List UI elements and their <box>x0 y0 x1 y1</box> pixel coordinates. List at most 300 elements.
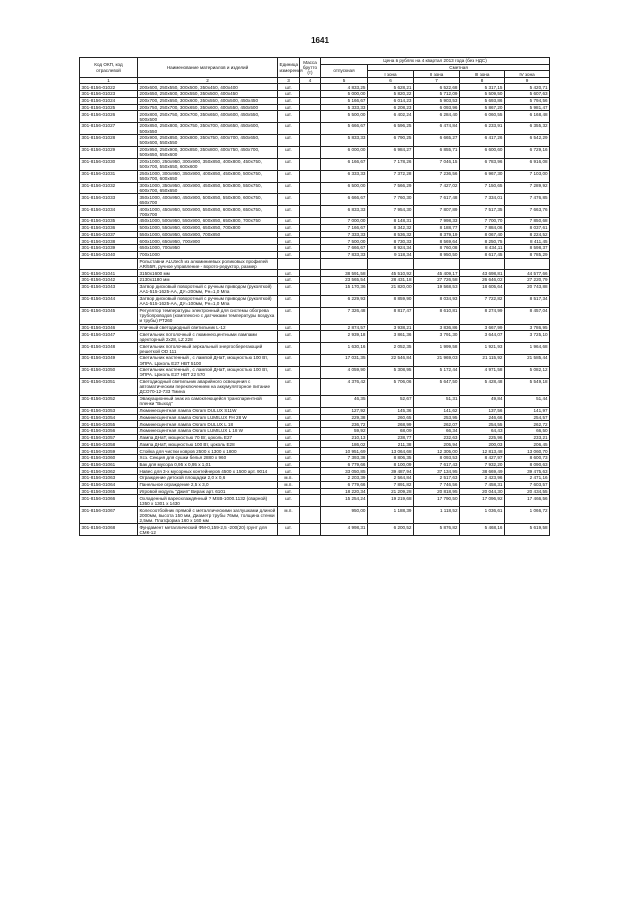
cell-wholesale-price: 46,35 <box>321 395 368 407</box>
cell-wholesale-price: 38 591,58 <box>321 270 368 277</box>
cell-zone-4-price: 8 785,29 <box>505 251 550 258</box>
cell-zone-3-price: 7 932,20 <box>460 461 505 468</box>
cell-code: 301-8156-01053 <box>80 407 138 414</box>
cell-zone-1-price: 5 308,95 <box>368 367 414 379</box>
cell-mass <box>300 378 321 395</box>
cell-code: 301-8156-01061 <box>80 461 138 468</box>
cell-zone-4-price: 262,72 <box>505 421 550 428</box>
cell-wholesale-price: 17 031,35 <box>321 355 368 367</box>
cell-wholesale-price: 6 833,33 <box>321 206 368 218</box>
cell-code: 301-8156-01049 <box>80 355 138 367</box>
cell-code: 301-8156-01068 <box>80 524 138 536</box>
cell-mass <box>300 194 321 206</box>
cell-zone-2-price: 7 427,02 <box>414 182 460 194</box>
cell-wholesale-price: 186,02 <box>321 441 368 448</box>
cell-zone-2-price: 51,31 <box>414 395 460 407</box>
cell-name: Стойка для чистки ковров 2500 х 1300 х 1800 <box>138 448 278 455</box>
cell-zone-2-price: 7 236,56 <box>414 170 460 182</box>
cell-zone-4-price: 1 066,72 <box>505 507 550 524</box>
cell-zone-1-price: 6 402,24 <box>368 111 414 123</box>
column-index: 8 <box>460 78 505 84</box>
cell-zone-1-price: 8 817,47 <box>368 307 414 324</box>
cell-unit: шт. <box>278 495 300 507</box>
cell-unit: шт. <box>278 488 300 495</box>
cell-zone-1-price: 6 596,25 <box>368 123 414 135</box>
cell-zone-4-price: 233,21 <box>505 434 550 441</box>
cell-zone-2-price: 6 284,40 <box>414 111 460 123</box>
table-row <box>80 158 550 170</box>
table-row <box>80 206 550 218</box>
cell-mass <box>300 283 321 295</box>
cell-zone-4-price: 51,44 <box>505 395 550 407</box>
cell-zone-3-price: 1 036,61 <box>460 507 505 524</box>
table-row <box>80 495 550 507</box>
cell-mass <box>300 407 321 414</box>
cell-wholesale-price: 4 376,42 <box>321 378 368 395</box>
cell-zone-1-price: 2 564,84 <box>368 475 414 482</box>
header-name: Наименование материалов и изделий <box>138 58 278 78</box>
cell-wholesale-price: 7 333,33 <box>321 231 368 238</box>
cell-unit: шт. <box>278 135 300 147</box>
cell-name: Хсз. Секция для сушки белья 2880 х 960 <box>138 454 278 461</box>
cell-code: 301-8156-01052 <box>80 395 138 407</box>
cell-code: 301-8156-01066 <box>80 495 138 507</box>
cell-mass <box>300 111 321 123</box>
cell-unit: шт. <box>278 378 300 395</box>
cell-zone-3-price: 7 700,70 <box>460 218 505 225</box>
cell-zone-1-price: 6 790,25 <box>368 135 414 147</box>
cell-code: 301-8156-01044 <box>80 295 138 307</box>
cell-zone-4-price: 7 476,85 <box>505 194 550 206</box>
cell-zone-3-price: 7 334,01 <box>460 194 505 206</box>
cell-name: Люминесцентная лампа Osram LUMILUX FH 28 W <box>138 414 278 421</box>
cell-zone-3-price: 4 971,58 <box>460 367 505 379</box>
cell-zone-1-price: 260,65 <box>368 414 414 421</box>
cell-zone-4-price: 17 466,56 <box>505 495 550 507</box>
cell-code: 301-8156-01040 <box>80 251 138 258</box>
cell-zone-2-price: 8 760,08 <box>414 245 460 252</box>
cell-wholesale-price: 6 000,00 <box>321 146 368 158</box>
cell-zone-4-price: 39 475,63 <box>505 468 550 475</box>
cell-code: 301-8156-01048 <box>80 343 138 355</box>
cell-wholesale-price: 6 779,66 <box>321 481 368 488</box>
cell-unit: шт. <box>278 123 300 135</box>
cell-mass <box>300 158 321 170</box>
cell-zone-2-price: 6 665,27 <box>414 135 460 147</box>
cell-unit: шт. <box>278 194 300 206</box>
cell-wholesale-price: 4 998,31 <box>321 524 368 536</box>
cell-name: 200х950, 250х900, 300х850, 350х800, 400х750, 450х700, 500х650, 550х600 <box>138 146 278 158</box>
cell-name: 250х1000, 300х950, 350х900, 400х850, 450х800, 500х750, 550х700, 600х650 <box>138 170 278 182</box>
cell-name: Светильник настенный , с лампой ДНаТ, мощностью 100 Вт, ЭПРА. Цоколь Е27 НВТ 22 570 <box>138 367 278 379</box>
cell-zone-2-price: 8 093,53 <box>414 454 460 461</box>
cell-name: 200х900, 250х850, 300х800, 350х750, 400х700, 450х650, 500х600, 550х550 <box>138 135 278 147</box>
cell-zone-4-price: 8 037,61 <box>505 224 550 231</box>
cell-wholesale-price: 7 500,00 <box>321 238 368 245</box>
table-row <box>80 395 550 407</box>
cell-code: 301-8156-01058 <box>80 441 138 448</box>
cell-zone-1-price: 5 628,21 <box>368 84 414 91</box>
column-index: 5 <box>321 78 368 84</box>
cell-code: 301-8156-01056 <box>80 428 138 435</box>
table-row <box>80 475 550 482</box>
cell-name: Панельное ограждение 2,5 х 3,0 <box>138 481 278 488</box>
cell-mass <box>300 434 321 441</box>
cell-zone-4-price: 8 411,45 <box>505 238 550 245</box>
cell-zone-3-price: 254,55 <box>460 421 505 428</box>
cell-name: Затвор дисковый поворотный с ручным приводом (рукояткой) АА1-515-1625-АА, ДУ=100мм, Рн=1,0 Мпа <box>138 295 278 307</box>
cell-zone-2-price: 8 034,93 <box>414 295 460 307</box>
cell-wholesale-price: 10 951,69 <box>321 448 368 455</box>
cell-name: Игровой модуль "Джип" Вираж арт. 6101 <box>138 488 278 495</box>
cell-wholesale-price: 127,92 <box>321 407 368 414</box>
cell-zone-3-price: 18 605,64 <box>460 283 505 295</box>
cell-zone-4-price: 8 090,63 <box>505 461 550 468</box>
cell-code: 301-8156-01054 <box>80 414 138 421</box>
cell-zone-4-price: 20 434,55 <box>505 488 550 495</box>
table-row <box>80 91 550 98</box>
cell-unit: шт. <box>278 91 300 98</box>
cell-name: Светильник настенный , с лампой ДНаТ, мощностью 100 Вт, ЭПРА. Цоколь Е27 НВТ 5100 <box>138 355 278 367</box>
cell-zone-3-price: 8 274,99 <box>460 307 505 324</box>
cell-unit: шт. <box>278 170 300 182</box>
cell-mass <box>300 277 321 284</box>
table-row <box>80 238 550 245</box>
cell-zone-3-price: 64,43 <box>460 428 505 435</box>
cell-name: Бак для мусора 0,95 х 0,95 х 1,01 <box>138 461 278 468</box>
cell-zone-2-price: 8 610,81 <box>414 307 460 324</box>
cell-zone-1-price: 21 209,28 <box>368 488 414 495</box>
cell-zone-4-price: 8 224,52 <box>505 231 550 238</box>
cell-wholesale-price: 5 166,67 <box>321 97 368 104</box>
cell-name: Уличный светодиодный светильник L-12 <box>138 324 278 331</box>
cell-code: 301-8156-01063 <box>80 475 138 482</box>
cell-unit: шт. <box>278 251 300 258</box>
cell-code: 301-8156-01057 <box>80 434 138 441</box>
header-wholesale: отпускная <box>321 64 368 77</box>
table-row <box>80 355 550 367</box>
cell-zone-3-price: 5 468,16 <box>460 524 505 536</box>
cell-zone-2-price: 27 726,58 <box>414 277 460 284</box>
header-code: Код ОКП, код отраслевой <box>80 58 138 78</box>
cell-mass <box>300 123 321 135</box>
cell-unit: шт. <box>278 283 300 295</box>
cell-unit: шт. <box>278 158 300 170</box>
cell-unit: шт. <box>278 441 300 448</box>
cell-mass <box>300 295 321 307</box>
table-row <box>80 343 550 355</box>
cell-name: Лампа ДНаТ, мощностью 100 Вт, цоколь Е28 <box>138 441 278 448</box>
cell-zone-4-price: 7 603,57 <box>505 481 550 488</box>
cell-name: 450х1000, 500х950, 550х900, 600х850, 650х800, 700х750 <box>138 218 278 225</box>
cell-name: 200х600, 250х550, 300х500, 350х450, 400х400 <box>138 84 278 91</box>
cell-name: Светильник потолочный с люминесцентными лампами эдекторный 2х28, LZ 228 <box>138 331 278 343</box>
table-row <box>80 461 550 468</box>
cell-zone-4-price: 5 981,47 <box>505 104 550 111</box>
cell-zone-1-price: 8 806,35 <box>368 454 414 461</box>
cell-zone-2-price: 5 172,44 <box>414 367 460 379</box>
table-row <box>80 231 550 238</box>
table-row <box>80 270 550 277</box>
cell-zone-1-price: 145,36 <box>368 407 414 414</box>
cell-code: 301-8156-01028 <box>80 135 138 147</box>
cell-zone-3-price: 21 115,92 <box>460 355 505 367</box>
cell-zone-3-price: 8 434,11 <box>460 245 505 252</box>
cell-name: Затвор дисковый поворотный с ручным приводом (рукояткой) АА1-515-1625-АА, ДУ=200мм, Рн=1,0 Мпа <box>138 283 278 295</box>
cell-zone-3-price: 6 600,60 <box>460 146 505 158</box>
cell-zone-3-price: 5 317,15 <box>460 84 505 91</box>
cell-zone-3-price: 6 060,55 <box>460 111 505 123</box>
cell-mass <box>300 507 321 524</box>
cell-wholesale-price: 7 166,67 <box>321 224 368 231</box>
cell-code: 301-8156-01064 <box>80 481 138 488</box>
cell-wholesale-price: 5 000,00 <box>321 91 368 98</box>
cell-name: Светильник потолочный зеркальный энергосберегающий решеткой OD 111 <box>138 343 278 355</box>
cell-zone-3-price: 7 150,65 <box>460 182 505 194</box>
cell-code: 301-8156-01050 <box>80 367 138 379</box>
cell-name: Светодиодный светильник аварийного освещения с автоматическим переключением на аккумуляторное питание ДСО70-12-733 Тмина <box>138 378 278 395</box>
cell-wholesale-price: 2 203,39 <box>321 475 368 482</box>
cell-zone-1-price: 3 861,36 <box>368 331 414 343</box>
table-row <box>80 97 550 104</box>
cell-zone-3-price: 5 428,48 <box>460 378 505 395</box>
cell-unit: шт. <box>278 461 300 468</box>
cell-zone-4-price: 20 743,88 <box>505 283 550 295</box>
cell-name: 200х850, 250х800, 300х750, 350х700, 400х650, 450х600, 500х550 <box>138 123 278 135</box>
cell-code: 301-8156-01032 <box>80 182 138 194</box>
cell-name: 200х1000, 250х950, 300х900, 350х850, 400х800, 450х750, 500х700, 550х650, 600х600 <box>138 158 278 170</box>
table-row <box>80 224 550 231</box>
cell-zone-1-price: 7 954,30 <box>368 206 414 218</box>
cell-unit: шт. <box>278 104 300 111</box>
cell-wholesale-price: 5 500,00 <box>321 111 368 123</box>
cell-zone-2-price: 262,07 <box>414 421 460 428</box>
cell-mass <box>300 343 321 355</box>
cell-name: Люминесцентная лампа Osram DULUX L 18 <box>138 421 278 428</box>
cell-mass <box>300 367 321 379</box>
cell-unit: шт. <box>278 343 300 355</box>
cell-zone-3-price: 5 867,20 <box>460 104 505 111</box>
cell-zone-3-price: 49,84 <box>460 395 505 407</box>
cell-zone-1-price: 8 730,33 <box>368 238 414 245</box>
table-row <box>80 428 550 435</box>
cell-name: 3150х1600 мм <box>138 270 278 277</box>
cell-unit: м.п. <box>278 507 300 524</box>
cell-mass <box>300 454 321 461</box>
cell-zone-2-price: 8 950,50 <box>414 251 460 258</box>
cell-zone-1-price: 22 546,84 <box>368 355 414 367</box>
column-index: 4 <box>300 78 321 84</box>
cell-zone-1-price: 6 200,52 <box>368 524 414 536</box>
header-price-group: Цена в рублях на 4 квартал 2013 года (без НДС) <box>321 58 550 65</box>
cell-zone-4-price: 21 585,44 <box>505 355 550 367</box>
cell-zone-1-price: 7 178,26 <box>368 158 414 170</box>
header-estimate: Сметная <box>368 64 550 71</box>
cell-wholesale-price <box>321 258 368 270</box>
cell-mass <box>300 258 321 270</box>
table-row <box>80 448 550 455</box>
cell-zone-3-price: 5 509,50 <box>460 91 505 98</box>
cell-mass <box>300 331 321 343</box>
cell-zone-4-price: 66,50 <box>505 428 550 435</box>
cell-mass <box>300 324 321 331</box>
cell-code: 301-8156-01047 <box>80 331 138 343</box>
cell-name: Навес для 3-х мусорных контейнеров 4500 х 1500 арт. 9014 <box>138 468 278 475</box>
cell-unit: шт. <box>278 307 300 324</box>
cell-mass <box>300 146 321 158</box>
cell-unit: шт. <box>278 414 300 421</box>
cell-zone-4-price: 5 794,56 <box>505 97 550 104</box>
cell-zone-2-price: 1 999,58 <box>414 343 460 355</box>
cell-zone-3-price: 8 067,40 <box>460 231 505 238</box>
cell-code: 301-8156-01062 <box>80 468 138 475</box>
cell-unit: шт. <box>278 97 300 104</box>
cell-unit: шт. <box>278 434 300 441</box>
cell-zone-2-price: 3 836,86 <box>414 324 460 331</box>
cell-zone-3-price: 3 667,99 <box>460 324 505 331</box>
cell-zone-4-price: 7 289,92 <box>505 182 550 194</box>
cell-mass <box>300 97 321 104</box>
cell-wholesale-price: 210,13 <box>321 434 368 441</box>
column-index: 2 <box>138 78 278 84</box>
page-number: 1641 <box>311 36 329 45</box>
cell-zone-4-price: 5 082,12 <box>505 367 550 379</box>
cell-zone-1-price: 3 938,21 <box>368 324 414 331</box>
cell-mass <box>300 524 321 536</box>
cell-code: 301-8156-01025 <box>80 104 138 111</box>
cell-zone-2-price: 5 876,82 <box>414 524 460 536</box>
cell-zone-2-price: 8 379,19 <box>414 231 460 238</box>
cell-zone-3-price: 3 644,07 <box>460 331 505 343</box>
cell-zone-1-price: 8 100,09 <box>368 461 414 468</box>
cell-zone-4-price: 7 663,76 <box>505 206 550 218</box>
cell-name: Эвакуационный знак из самоклеющейся транспарентной пленки "Выход" <box>138 395 278 407</box>
cell-zone-2-price: 7 046,15 <box>414 158 460 170</box>
header-mass: Масса брутто (т) <box>300 58 321 78</box>
cell-zone-2-price: 253,95 <box>414 414 460 421</box>
cell-zone-2-price: 7 617,43 <box>414 461 460 468</box>
cell-zone-2-price: 45 409,17 <box>414 270 460 277</box>
cell-zone-4-price: 8 457,04 <box>505 307 550 324</box>
cell-code: 301-8156-01046 <box>80 324 138 331</box>
cell-code: 301-8156-01060 <box>80 454 138 461</box>
price-table <box>79 57 550 536</box>
cell-zone-1-price: 39 487,94 <box>368 468 414 475</box>
cell-zone-4-price: 7 850,68 <box>505 218 550 225</box>
cell-code: 301-8156-01026 <box>80 111 138 123</box>
table-row <box>80 277 550 284</box>
cell-zone-3-price: 20 044,30 <box>460 488 505 495</box>
table-body <box>80 84 550 536</box>
table-row <box>80 481 550 488</box>
cell-zone-4-price: 1 964,68 <box>505 343 550 355</box>
cell-zone-1-price: 9 118,34 <box>368 251 414 258</box>
cell-wholesale-price: 15 170,36 <box>321 283 368 295</box>
cell-mass <box>300 245 321 252</box>
cell-zone-2-price: 6 855,71 <box>414 146 460 158</box>
cell-name: 700х1000 <box>138 251 278 258</box>
cell-zone-4-price: 254,57 <box>505 414 550 421</box>
cell-mass <box>300 448 321 455</box>
table-row <box>80 421 550 428</box>
header-zone-2: II зона <box>414 71 460 78</box>
cell-name: 500х1000, 550х950, 600х900, 650х850, 700х800 <box>138 224 278 231</box>
cell-zone-2-price: 7 807,89 <box>414 206 460 218</box>
cell-name: 400х1000, 450х950, 500х900, 550х850, 600х800, 650х750, 700х700 <box>138 206 278 218</box>
cell-zone-3-price: 7 517,35 <box>460 206 505 218</box>
cell-unit: шт. <box>278 146 300 158</box>
cell-zone-3-price: 7 722,82 <box>460 295 505 307</box>
cell-mass <box>300 270 321 277</box>
table-row <box>80 295 550 307</box>
cell-unit: м.п. <box>278 481 300 488</box>
cell-zone-1-price: 6 014,23 <box>368 97 414 104</box>
cell-code: 301-8156-01065 <box>80 488 138 495</box>
cell-unit: шт. <box>278 238 300 245</box>
cell-zone-1-price: 268,99 <box>368 421 414 428</box>
header-zone-4: IV зона <box>505 71 550 78</box>
cell-zone-1-price: 6 208,23 <box>368 104 414 111</box>
cell-zone-2-price: 232,63 <box>414 434 460 441</box>
cell-unit: шт. <box>278 182 300 194</box>
cell-zone-2-price: 12 305,00 <box>414 448 460 455</box>
cell-zone-1-price: 28 431,18 <box>368 277 414 284</box>
table-row <box>80 194 550 206</box>
cell-code: 301-8156-01043 <box>80 283 138 295</box>
cell-name: Ограждение детской площадки 2,0 х 0,6 <box>138 475 278 482</box>
cell-code: 301-8156-01030 <box>80 158 138 170</box>
cell-wholesale-price: 6 500,00 <box>321 182 368 194</box>
cell-code: 301-8156-01059 <box>80 448 138 455</box>
cell-zone-4-price: 13 060,70 <box>505 448 550 455</box>
cell-name: 550х1000, 600х950, 650х900, 700х850 <box>138 231 278 238</box>
cell-zone-3-price: 17 096,92 <box>460 495 505 507</box>
table-row <box>80 367 550 379</box>
cell-zone-3-price: 6 233,91 <box>460 123 505 135</box>
cell-zone-1-price: 238,77 <box>368 434 414 441</box>
cell-zone-2-price: 17 790,50 <box>414 495 460 507</box>
table-row <box>80 258 550 270</box>
cell-zone-2-price: 2 517,63 <box>414 475 460 482</box>
cell-zone-2-price: 7 998,33 <box>414 218 460 225</box>
cell-wholesale-price: 950,00 <box>321 507 368 524</box>
cell-code: 301-8156-01037 <box>80 231 138 238</box>
cell-unit <box>278 258 300 270</box>
table-row <box>80 251 550 258</box>
cell-unit: шт. <box>278 355 300 367</box>
cell-zone-4-price: 6 542,29 <box>505 135 550 147</box>
cell-mass <box>300 421 321 428</box>
cell-code: 301-8156-01036 <box>80 224 138 231</box>
cell-zone-3-price: 6 967,30 <box>460 170 505 182</box>
table-row <box>80 468 550 475</box>
cell-unit: шт. <box>278 395 300 407</box>
cell-wholesale-price: 7 000,00 <box>321 218 368 225</box>
cell-zone-4-price: 6 729,16 <box>505 146 550 158</box>
cell-zone-2-price: 66,34 <box>414 428 460 435</box>
cell-unit: шт. <box>278 421 300 428</box>
cell-mass <box>300 104 321 111</box>
cell-zone-2-price: 6 474,84 <box>414 123 460 135</box>
cell-wholesale-price: 5 833,33 <box>321 135 368 147</box>
cell-wholesale-price: 5 666,67 <box>321 123 368 135</box>
cell-zone-1-price: 7 760,30 <box>368 194 414 206</box>
table-row <box>80 307 550 324</box>
cell-zone-1-price: 7 372,28 <box>368 170 414 182</box>
cell-unit: шт. <box>278 324 300 331</box>
cell-code: 301-8156-01035 <box>80 218 138 225</box>
cell-zone-3-price: 8 250,75 <box>460 238 505 245</box>
